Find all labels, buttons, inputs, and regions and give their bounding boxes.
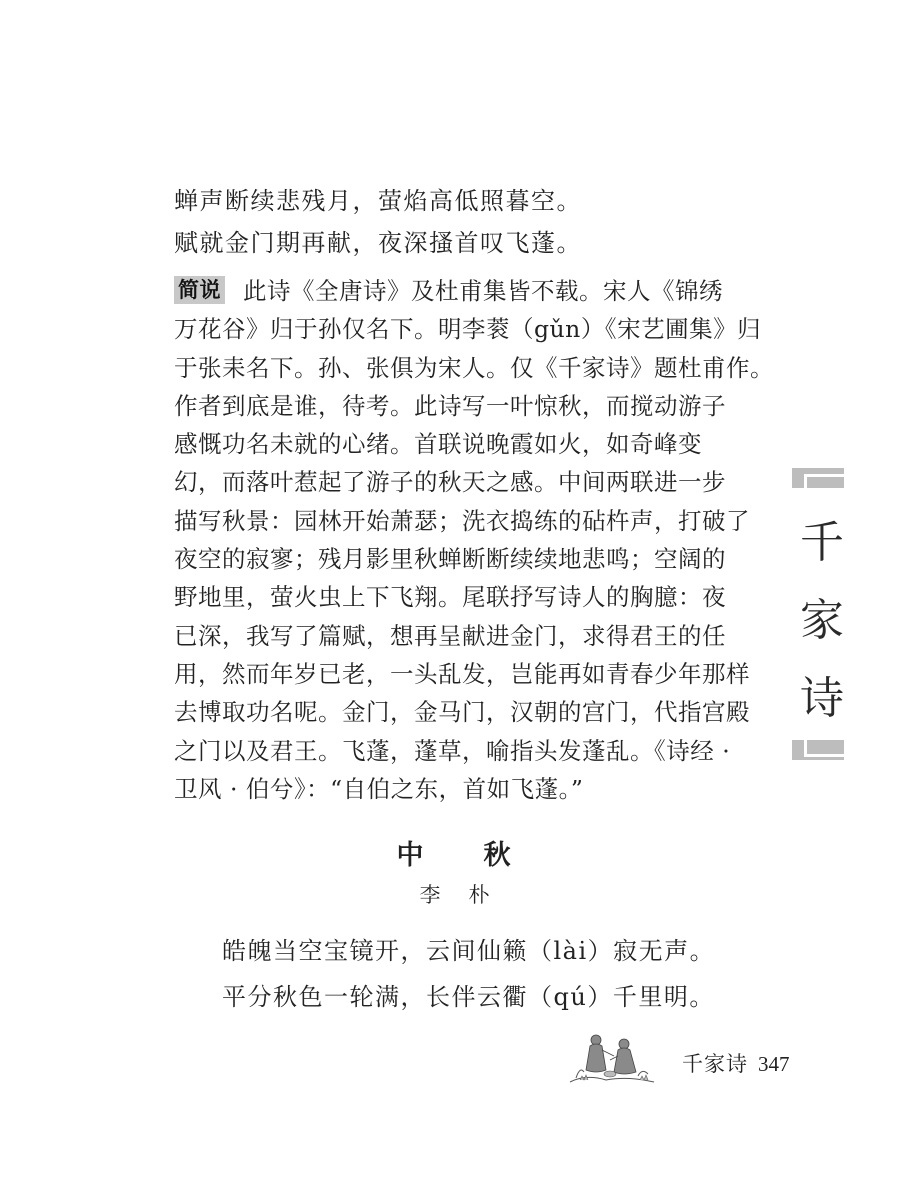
poem-line: 赋就金门期再献，夜深搔首叹飞蓬。 — [174, 229, 582, 257]
commentary-line — [174, 272, 754, 310]
commentary-line: 夜空的寂寥；残月影里秋蝉断断续续地悲鸣；空阔的 — [174, 545, 726, 574]
side-tab-char: 千 — [800, 517, 844, 568]
commentary-line: 描写秋景：园林开始萧瑟；洗衣捣练的砧杵声，打破了 — [174, 506, 750, 535]
poem-author: 李朴 — [419, 883, 518, 907]
commentary-line: 于张耒名下。孙、张俱为宋人。仅《千家诗》题杜甫作。 — [174, 353, 774, 382]
side-tab-bottom-bracket — [804, 740, 844, 757]
commentary-line: 万花谷》归于孙仅名下。明李蓘（gǔn）《宋艺圃集》归 — [174, 315, 762, 344]
poem-line: 平分秋色一轮满，长伴云衢（qú）千里明。 — [222, 983, 715, 1011]
commentary-line: 作者到底是谁，待考。此诗写一叶惊秋，而搅动游子 — [174, 391, 726, 420]
commentary — [174, 272, 774, 808]
side-tab — [792, 460, 844, 768]
commentary-line: 已深，我写了篇赋，想再呈献进金门，求得君王的任 — [174, 621, 726, 650]
commentary-line: 野地里，萤火虫上下飞翔。尾联抒写诗人的胸臆：夜 — [174, 583, 726, 612]
figures-illustration — [566, 1026, 658, 1084]
commentary-text: 此诗《全唐诗》及杜甫集皆不载。宋人《锦绣 — [243, 277, 723, 305]
side-tab-char: 家 — [800, 595, 844, 646]
side-tab-char: 诗 — [800, 673, 844, 724]
side-tab-top-bracket — [804, 474, 844, 491]
poem-line: 皓魄当空宝镜开，云间仙籁（lài）寂无声。 — [222, 937, 716, 965]
commentary-line: 卫风 · 伯兮》：“自伯之东，首如飞蓬。” — [174, 774, 584, 803]
commentary-line: 用，然而年岁已老，一头乱发，岂能再如青春少年那样 — [174, 659, 750, 688]
poem-title: 中秋 — [396, 840, 571, 871]
commentary-line: 之门以及君王。飞蓬，蓬草，喻指头发蓬乱。《诗经 · — [174, 736, 731, 765]
footer-book-title: 千家诗 — [682, 1052, 748, 1076]
commentary-line: 感慨功名未就的心绪。首联说晚霞如火，如奇峰变 — [174, 430, 702, 459]
commentary-line: 幻，而落叶惹起了游子的秋天之感。中间两联进一步 — [174, 468, 726, 497]
poem-line: 蝉声断续悲残月，萤焰高低照暮空。 — [174, 187, 582, 215]
commentary-tag: 简说 — [174, 276, 225, 304]
page-number: 347 — [758, 1052, 790, 1076]
page-footer — [682, 1050, 790, 1078]
commentary-line: 去博取功名呢。金门，金马门，汉朝的宫门，代指宫殿 — [174, 698, 750, 727]
